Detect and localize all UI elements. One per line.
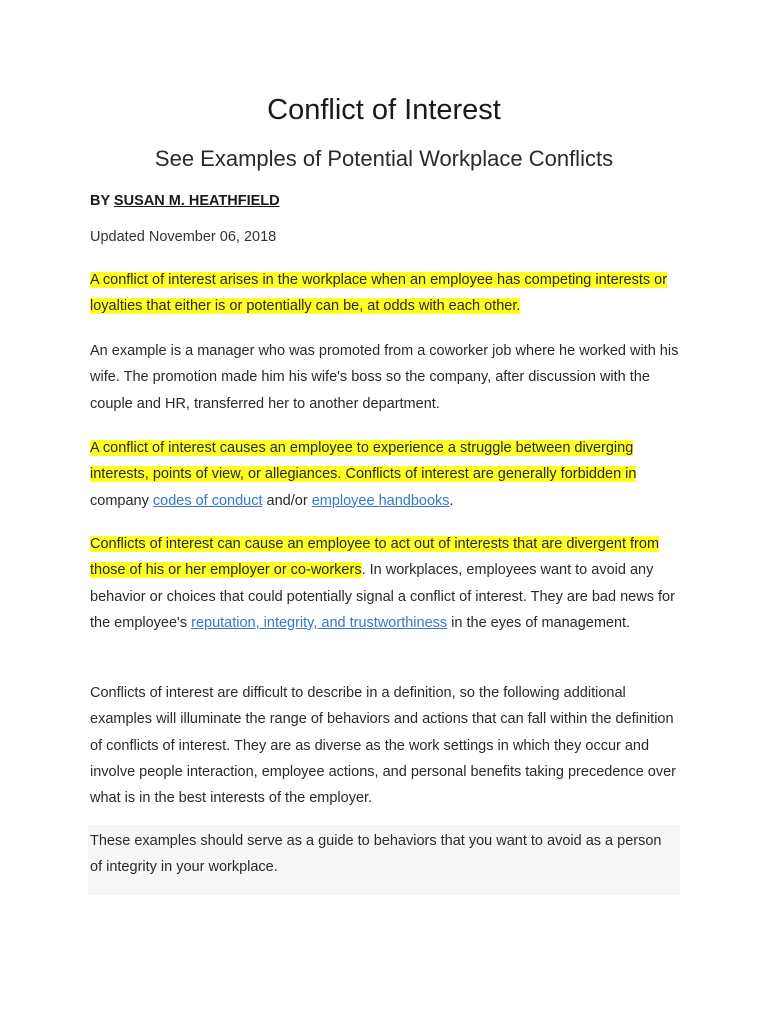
highlighted-text: A conflict of interest arises in the workplace when an employee has competing interests or loyalties that either is or potentially can be, at odds with each other.	[90, 272, 668, 315]
article-subtitle: See Examples of Potential Workplace Conflicts	[154, 146, 614, 171]
reputation-link[interactable]: reputation, integrity, and trustworthiness	[191, 614, 448, 631]
paragraph-text: and/or	[262, 492, 312, 509]
callout-text: These examples should serve as a guide to behaviors that you want to avoid as a person of integrity in your workplace.	[90, 833, 662, 876]
paragraph-text: . In workplaces, employees want to avoid any behavior or choices that could potentially signal a conflict of interest. They are bad news for the employee's	[90, 562, 675, 631]
paragraph-text: in the eyes of management.	[447, 614, 631, 631]
paragraph-text: .	[449, 492, 454, 509]
paragraph-text: company	[90, 492, 153, 509]
updated-date: Updated November 06, 2018	[90, 229, 277, 245]
by-label: BY	[90, 193, 110, 209]
paragraph-4	[90, 531, 682, 636]
paragraph-5: Conflicts of interest are difficult to describe in a definition, so the following additional examples will illuminate the range of behaviors and actions that can fall within the definition of conflicts of interest. They are as diverse as the work settings in which they occur and involve people interaction, employee actions, and personal benefits taking precedence over what is in the best interests of the employer.	[90, 685, 677, 807]
paragraph-3	[90, 435, 682, 514]
employee-handbooks-link[interactable]: employee handbooks	[311, 492, 450, 509]
highlighted-text: A conflict of interest causes an employee to experience a struggle between diverging interests, points of view, or allegiances. Conflicts of interest are generally forbidden in	[90, 440, 637, 483]
article-title: Conflict of Interest	[267, 94, 501, 126]
author-link[interactable]: SUSAN M. HEATHFIELD	[113, 193, 280, 209]
paragraph-1	[90, 267, 682, 320]
codes-of-conduct-link[interactable]: codes of conduct	[152, 492, 263, 509]
byline	[90, 191, 280, 211]
callout-box	[88, 825, 680, 895]
paragraph-2: An example is a manager who was promoted from a coworker job where he worked with his wife. The promotion made him his wife's boss so the company, after discussion with the couple and HR, transferred her to another department.	[90, 343, 679, 412]
highlighted-text: Conflicts of interest can cause an employee to act out of interests that are divergent from those of his or her employer or co-workers	[90, 536, 660, 579]
